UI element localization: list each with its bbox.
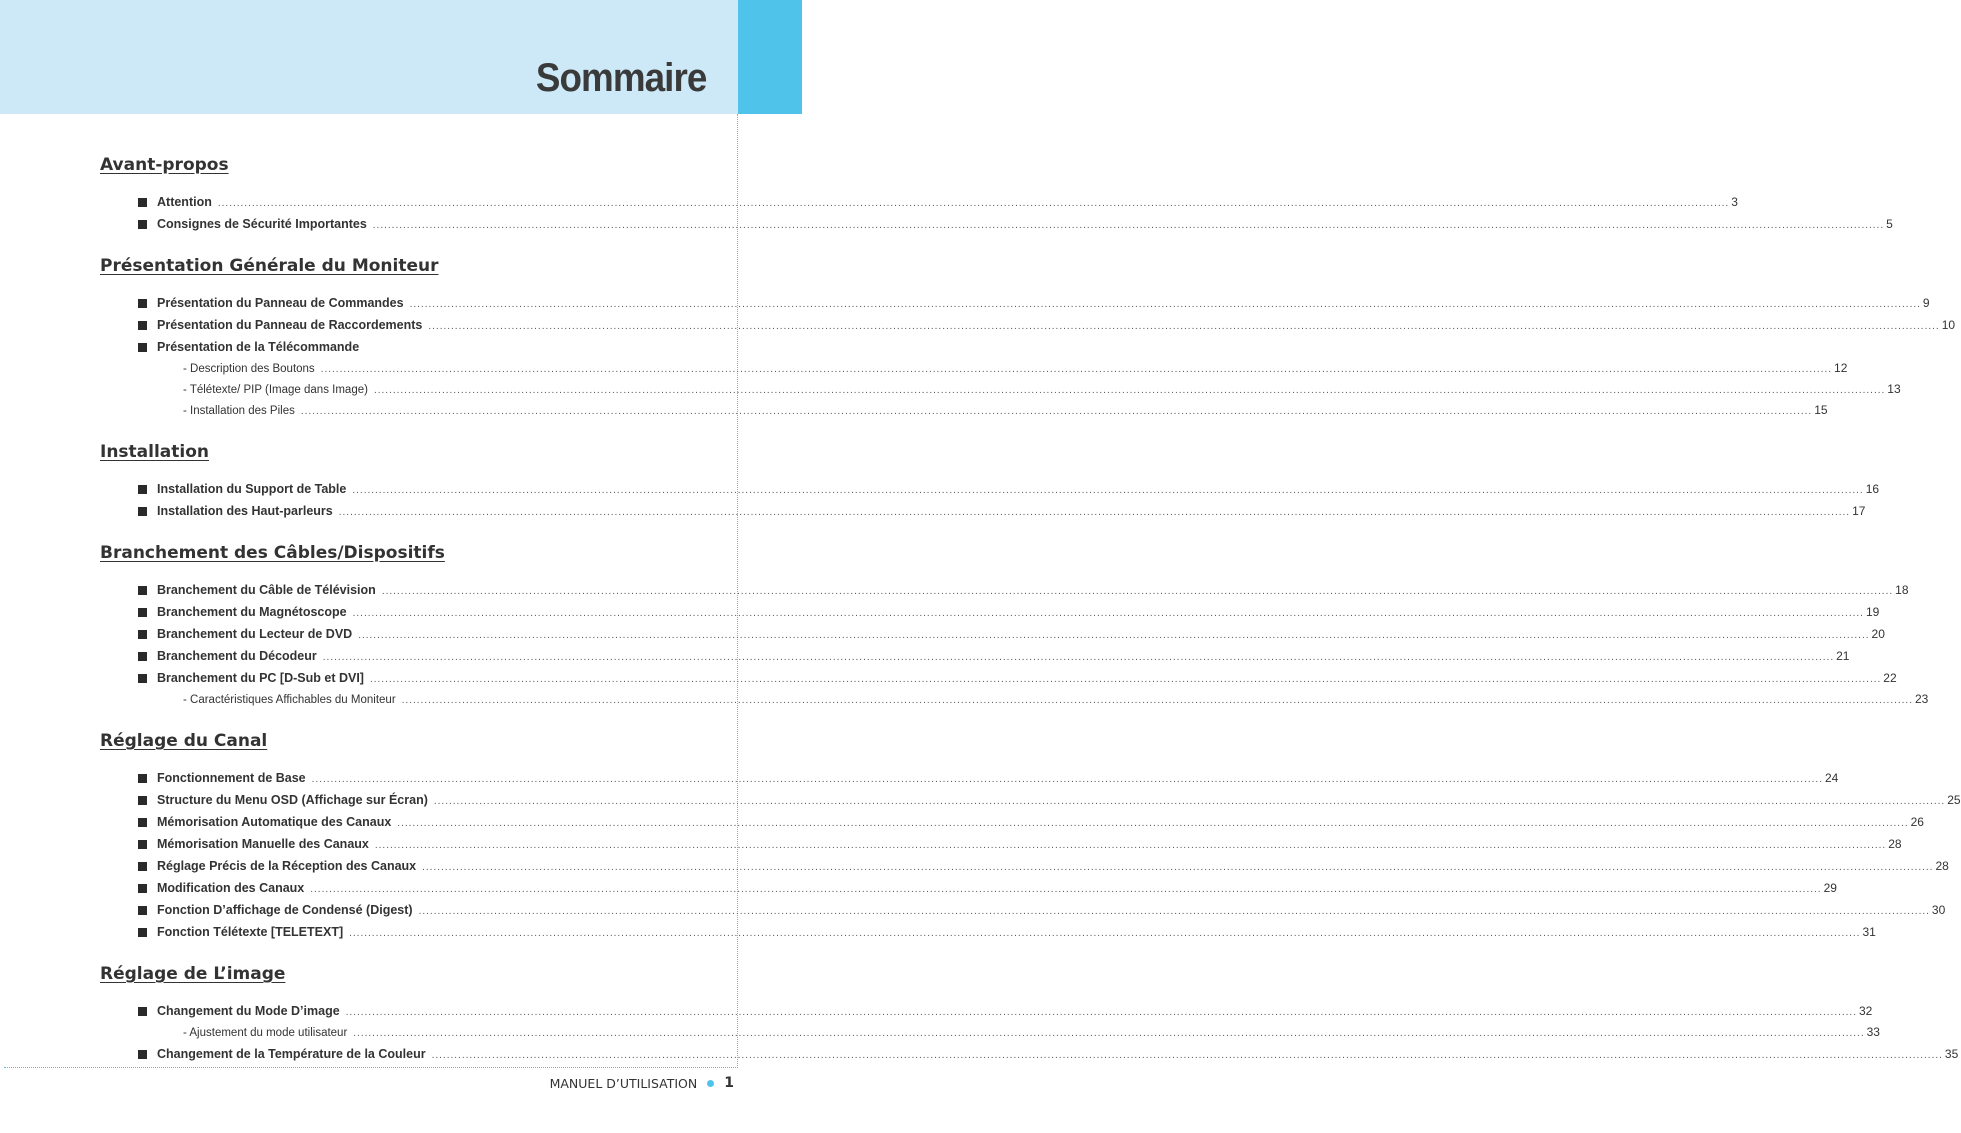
entry-label: - Description des Boutons	[183, 363, 315, 375]
section-title[interactable]: Présentation Générale du Moniteur	[100, 256, 439, 276]
entry-label: Installation des Haut-parleurs	[157, 504, 333, 518]
section-title[interactable]: Installation	[100, 442, 210, 462]
header-tab	[738, 0, 802, 114]
dot-leader: ................................................................................................................................................................................................................................................................................................................................................................................................................	[372, 220, 1885, 231]
entry-page-number: 3	[1731, 195, 1738, 209]
toc-section	[100, 439, 1880, 522]
dot-leader: ................................................................................................................................................................................................................................................................................................................................................................................................................	[320, 364, 1833, 375]
entry-page-number: 5	[1886, 217, 1893, 231]
entry-page-number: 32	[1858, 1004, 1873, 1018]
toc-entry[interactable]	[100, 213, 1893, 235]
toc-entry[interactable]	[100, 833, 1902, 855]
entry-page-number: 33	[1866, 1025, 1880, 1039]
entry-page-number: 35	[1944, 1047, 1959, 1061]
page-footer	[550, 1075, 734, 1091]
square-bullet-icon	[138, 884, 147, 893]
entry-label: Changement du Mode D’image	[157, 1004, 340, 1018]
dot-leader: ................................................................................................................................................................................................................................................................................................................................................................................................................	[349, 928, 1861, 939]
section-title[interactable]: Branchement des Câbles/Dispositifs	[100, 543, 445, 563]
dot-leader: ................................................................................................................................................................................................................................................................................................................................................................................................................	[310, 884, 1822, 895]
entry-label: Branchement du Câble de Télévision	[157, 583, 376, 597]
toc-entry[interactable]	[100, 478, 1880, 500]
toc-entry[interactable]	[100, 855, 1949, 877]
toc-section	[100, 961, 1959, 1065]
dot-leader: ................................................................................................................................................................................................................................................................................................................................................................................................................	[374, 840, 1887, 851]
entry-page-number: 22	[1883, 671, 1897, 685]
dot-leader: ................................................................................................................................................................................................................................................................................................................................................................................................................	[433, 796, 1946, 807]
entry-page-number: 21	[1836, 649, 1850, 663]
dot-leader: ................................................................................................................................................................................................................................................................................................................................................................................................................	[401, 695, 1913, 706]
entry-label: Installation du Support de Table	[157, 482, 347, 496]
toc-entry[interactable]	[100, 877, 1837, 899]
square-bullet-icon	[138, 818, 147, 827]
toc-entry[interactable]	[100, 314, 1956, 336]
entry-label: - Télétexte/ PIP (Image dans Image)	[183, 384, 368, 396]
entry-label: Fonction D’affichage de Condensé (Digest)	[157, 903, 413, 917]
dot-leader: ................................................................................................................................................................................................................................................................................................................................................................................................................	[338, 507, 1851, 518]
toc-entry[interactable]	[100, 899, 1946, 921]
entry-label: Branchement du Lecteur de DVD	[157, 627, 353, 641]
entry-page-number: 28	[1935, 859, 1949, 873]
entry-page-number: 31	[1862, 925, 1876, 939]
toc-entry[interactable]	[100, 1000, 1873, 1022]
square-bullet-icon	[138, 299, 147, 308]
toc-entry[interactable]	[100, 579, 1909, 601]
entry-page-number: 15	[1814, 403, 1828, 417]
dot-leader: ................................................................................................................................................................................................................................................................................................................................................................................................................	[300, 406, 1813, 417]
entry-page-number: 19	[1865, 605, 1880, 619]
square-bullet-icon	[138, 586, 147, 595]
dot-leader: ................................................................................................................................................................................................................................................................................................................................................................................................................	[352, 485, 1864, 496]
toc-entry[interactable]	[100, 645, 1850, 667]
square-bullet-icon	[138, 652, 147, 661]
entry-label: - Caractéristiques Affichables du Moniteur	[183, 694, 396, 706]
toc-entry[interactable]	[100, 191, 1738, 213]
entry-label: Fonctionnement de Base	[157, 771, 306, 785]
entry-page-number: 25	[1947, 793, 1961, 807]
square-bullet-icon	[138, 774, 147, 783]
toc-subentry[interactable]	[100, 689, 1929, 710]
square-bullet-icon	[138, 321, 147, 330]
bullet-dot-icon	[707, 1080, 714, 1087]
square-bullet-icon	[138, 862, 147, 871]
entry-label: Fonction Télétexte [TELETEXT]	[157, 925, 344, 939]
toc-subentry[interactable]	[100, 1022, 1880, 1043]
toc-section	[100, 540, 1929, 710]
dot-leader: ................................................................................................................................................................................................................................................................................................................................................................................................................	[431, 1050, 1943, 1061]
manual-label: MANUEL D’UTILISATION	[549, 1075, 698, 1091]
toc-section	[100, 728, 1961, 943]
entry-page-number: 23	[1914, 692, 1929, 706]
toc-entry[interactable]	[100, 1043, 1959, 1065]
entry-label: Branchement du Décodeur	[157, 649, 317, 663]
entry-page-number: 17	[1852, 504, 1866, 518]
entry-page-number: 16	[1865, 482, 1880, 496]
toc-entry[interactable]	[100, 667, 1897, 689]
square-bullet-icon	[138, 840, 147, 849]
toc-entry[interactable]	[100, 767, 1839, 789]
dot-leader: ................................................................................................................................................................................................................................................................................................................................................................................................................	[353, 1028, 1865, 1039]
section-title[interactable]: Réglage du Canal	[100, 731, 268, 751]
entry-label: - Ajustement du mode utilisateur	[183, 1027, 348, 1039]
toc-entry[interactable]	[100, 921, 1876, 943]
square-bullet-icon	[138, 343, 147, 352]
section-title[interactable]: Avant-propos	[100, 155, 229, 175]
entry-page-number: 24	[1824, 771, 1839, 785]
toc-subentry[interactable]	[100, 400, 1828, 421]
toc-entry[interactable]	[100, 601, 1880, 623]
dot-leader: ................................................................................................................................................................................................................................................................................................................................................................................................................	[217, 198, 1730, 209]
square-bullet-icon	[138, 796, 147, 805]
toc-entry[interactable]	[100, 336, 700, 358]
dot-leader: ................................................................................................................................................................................................................................................................................................................................................................................................................	[322, 652, 1835, 663]
dot-leader: ................................................................................................................................................................................................................................................................................................................................................................................................................	[358, 630, 1870, 641]
dot-leader: ................................................................................................................................................................................................................................................................................................................................................................................................................	[352, 608, 1864, 619]
dot-leader: ................................................................................................................................................................................................................................................................................................................................................................................................................	[369, 674, 1882, 685]
dot-leader: ................................................................................................................................................................................................................................................................................................................................................................................................................	[418, 906, 1930, 917]
entry-label: Mémorisation Manuelle des Canaux	[157, 837, 369, 851]
entry-label: Présentation du Panneau de Commandes	[157, 296, 404, 310]
square-bullet-icon	[138, 220, 147, 229]
toc-entry[interactable]	[100, 500, 1866, 522]
entry-page-number: 29	[1823, 881, 1837, 895]
page-title: Sommaire	[535, 56, 706, 100]
entry-page-number: 30	[1931, 903, 1946, 917]
square-bullet-icon	[138, 198, 147, 207]
square-bullet-icon	[138, 928, 147, 937]
dot-leader: ................................................................................................................................................................................................................................................................................................................................................................................................................	[311, 774, 1823, 785]
entry-label: Réglage Précis de la Réception des Canaux	[157, 859, 417, 873]
entry-page-number: 10	[1941, 318, 1956, 332]
section-title[interactable]: Réglage de L’image	[100, 964, 286, 984]
entry-label: - Installation des Piles	[183, 405, 295, 417]
entry-label: Modification des Canaux	[157, 881, 305, 895]
square-bullet-icon	[138, 674, 147, 683]
square-bullet-icon	[138, 1007, 147, 1016]
toc-section	[100, 152, 1893, 235]
square-bullet-icon	[138, 1050, 147, 1059]
dot-leader: ................................................................................................................................................................................................................................................................................................................................................................................................................	[373, 385, 1886, 396]
entry-page-number: 18	[1895, 583, 1909, 597]
entry-label: Consignes de Sécurité Importantes	[157, 217, 367, 231]
entry-page-number: 26	[1910, 815, 1924, 829]
entry-label: Présentation de la Télécommande	[157, 340, 360, 354]
table-of-contents	[100, 152, 1961, 1083]
entry-label: Branchement du Magnétoscope	[157, 605, 347, 619]
toc-entry[interactable]	[100, 789, 1961, 811]
dot-leader: ................................................................................................................................................................................................................................................................................................................................................................................................................	[381, 586, 1894, 597]
page-number: 1	[724, 1075, 734, 1091]
toc-entry[interactable]	[100, 292, 1930, 314]
entry-label: Présentation du Panneau de Raccordements	[157, 318, 423, 332]
entry-page-number: 28	[1888, 837, 1902, 851]
square-bullet-icon	[138, 906, 147, 915]
dot-leader: ................................................................................................................................................................................................................................................................................................................................................................................................................	[422, 862, 1934, 873]
entry-label: Branchement du PC [D-Sub et DVI]	[157, 671, 364, 685]
dot-leader: ................................................................................................................................................................................................................................................................................................................................................................................................................	[397, 818, 1909, 829]
toc-subentry[interactable]	[100, 379, 1901, 400]
dot-leader: ................................................................................................................................................................................................................................................................................................................................................................................................................	[345, 1007, 1857, 1018]
square-bullet-icon	[138, 507, 147, 516]
dot-leader: ................................................................................................................................................................................................................................................................................................................................................................................................................	[409, 299, 1921, 310]
square-bullet-icon	[138, 630, 147, 639]
toc-entry[interactable]	[100, 623, 1885, 645]
dot-leader: ................................................................................................................................................................................................................................................................................................................................................................................................................	[428, 321, 1940, 332]
entry-page-number: 9	[1922, 296, 1930, 310]
toc-section	[100, 253, 1956, 421]
entry-label: Mémorisation Automatique des Canaux	[157, 815, 392, 829]
entry-label: Structure du Menu OSD (Affichage sur Écran)	[157, 793, 428, 807]
entry-page-number: 13	[1887, 382, 1901, 396]
square-bullet-icon	[138, 608, 147, 617]
entry-page-number: 20	[1871, 627, 1885, 641]
square-bullet-icon	[138, 485, 147, 494]
toc-subentry[interactable]	[100, 358, 1848, 379]
entry-label: Attention	[157, 195, 212, 209]
toc-entry[interactable]	[100, 811, 1924, 833]
entry-label: Changement de la Température de la Couleur	[157, 1047, 426, 1061]
entry-page-number: 12	[1834, 361, 1848, 375]
